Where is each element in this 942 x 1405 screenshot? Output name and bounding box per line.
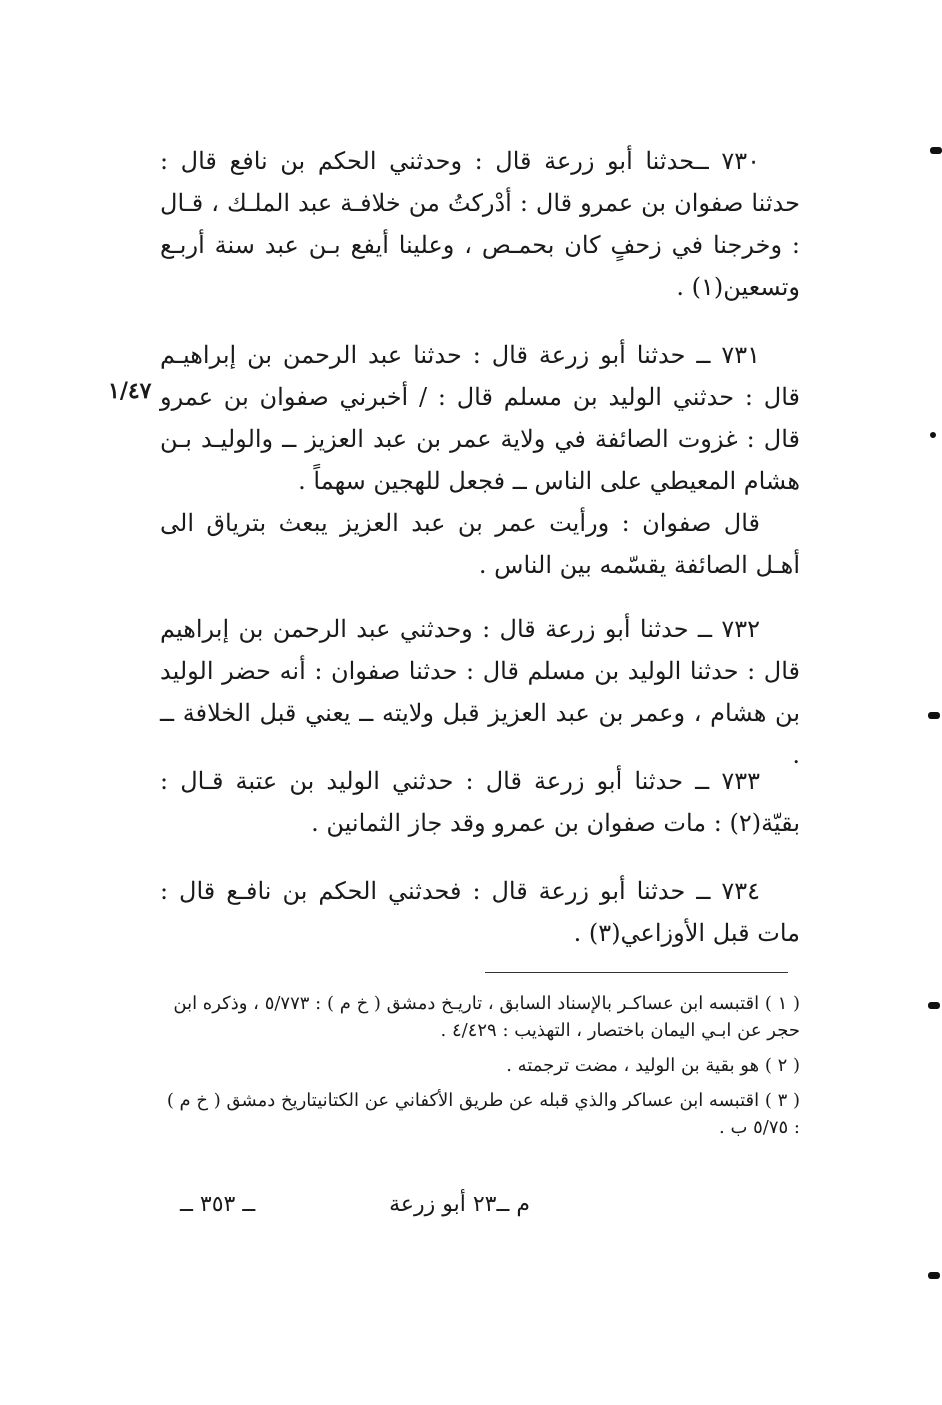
scan-edge-mark — [928, 1272, 940, 1279]
scan-edge-mark — [928, 712, 940, 719]
entry-734 — [160, 870, 800, 954]
entry-text: ٧٣١ ــ حدثنا أبو زرعة قال : حدثنا عبد الرحمن بن إبراهيـم قال : حدثني الوليد بن مسلم قال : / أخبرني صفوان بن عمرو قال : غزوت الصائفة في ولاية عمر بن عبد العزيز ــ والوليـد بـن هشام المعيطي على الناس ــ فجعل للهجين سهماً . — [160, 341, 800, 495]
footnote-2: ( ٢ ) هو بقية بن الوليد ، مضت ترجمته . — [506, 1055, 800, 1076]
footnote-separator — [485, 972, 788, 973]
footnotes — [160, 990, 800, 1149]
entry-733 — [160, 760, 800, 844]
entry-732 — [160, 608, 800, 776]
scan-edge-mark — [928, 1002, 940, 1009]
entry-text: ٧٣٠ ــحدثنا أبو زرعة قال : وحدثني الحكم بن نافع قال : حدثنا صفوان بن عمرو قال : أدْركتُ من خلافـة عبد الملـك ، قـال : وخرجنا في زحفٍ كان بحمـص ، وعلينا أيفع بـن عبد سنة أربـع وتسعين(١) . — [160, 147, 800, 301]
scan-edge-mark — [930, 147, 942, 154]
entry-text: ٧٣٤ ــ حدثنا أبو زرعة قال : فحدثني الحكم بن نافـع قال : مات قبل الأوزاعي(٣) . — [160, 877, 800, 947]
page-number: ــ ٣٥٣ ــ — [180, 1192, 256, 1217]
footnote-3: ( ٣ ) اقتبسه ابن عساكر والذي قبله عن طريق الأكفاني عن الكتانيتاريخ دمشق ( خ م ) : ٥/٧٥ ب . — [166, 1090, 800, 1138]
entry-text: ٧٣٣ ــ حدثنا أبو زرعة قال : حدثني الوليد بن عتبة قـال : بقيّة(٢) : مات صفوان بن عمرو وقد جاز الثمانين . — [160, 767, 800, 837]
entry-continuation: قال صفوان : ورأيت عمر بن عبد العزيز يبعث بترياق الى أهـل الصائفة يقسّمه بين الناس . — [160, 509, 800, 579]
page-footer — [180, 1192, 530, 1217]
scan-edge-mark — [930, 432, 936, 438]
margin-folio-reference: ١/٤٧ — [108, 378, 152, 404]
entry-text: ٧٣٢ ــ حدثنا أبو زرعة قال : وحدثني عبد الرحمن بن إبراهيم قال : حدثنا الوليد بن مسلم قال : حدثنا صفوان : أنه حضر الوليد بن هشام ، وعمر بن عبد العزيز قبل ولايته ــ يعني قبل الخلافة ــ . — [160, 615, 800, 769]
footnote-1: ( ١ ) اقتبسه ابن عساكـر بالإسناد السابق ، تاريـخ دمشق ( خ م ) : ٥/٧٧٣ ، وذكره ابن حجر عن ابـي اليمان باختصار ، التهذيب : ٤/٤٢٩ . — [173, 993, 800, 1041]
book-signature-mark: م ــ٢٣ أبو زرعة — [389, 1192, 530, 1217]
entry-731 — [160, 334, 800, 586]
entry-730 — [160, 140, 800, 308]
